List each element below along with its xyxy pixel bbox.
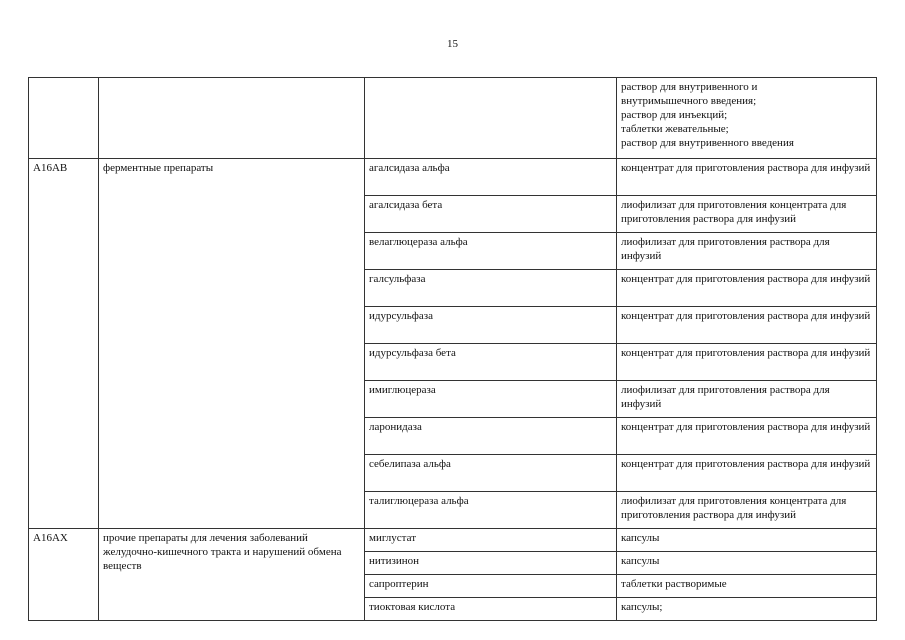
- drug-name-cell: агалсидаза альфа: [365, 159, 617, 196]
- drug-name-cell: [365, 78, 617, 159]
- dosage-form-cell: капсулы: [617, 529, 877, 552]
- drug-name-cell: агалсидаза бета: [365, 196, 617, 233]
- dosage-form-cell: концентрат для приготовления раствора для инфузий: [617, 344, 877, 381]
- dosage-form-cell: лиофилизат для приготовления концентрата для приготовления раствора для инфузий: [617, 492, 877, 529]
- dosage-form-line: внутримышечного введения;: [621, 95, 757, 107]
- dosage-form-cell: лиофилизат для приготовления раствора для инфузий: [617, 381, 877, 418]
- table-row: [29, 529, 877, 552]
- page-number: 15: [447, 38, 458, 50]
- dosage-form-cell: лиофилизат для приготовления концентрата для приготовления раствора для инфузий: [617, 196, 877, 233]
- atc-code-cell: A16AX: [29, 529, 99, 621]
- atc-code-cell: A16AB: [29, 159, 99, 529]
- dosage-form-cell: таблетки растворимые: [617, 575, 877, 598]
- dosage-form-cell: концентрат для приготовления раствора для инфузий: [617, 270, 877, 307]
- drug-name-cell: тиоктовая кислота: [365, 598, 617, 621]
- dosage-form-line: раствор для инъекций;: [621, 109, 728, 121]
- dosage-form-line: раствор для внутривенного и: [621, 81, 758, 93]
- table-row: [29, 159, 877, 196]
- drug-table: [28, 77, 877, 621]
- group-name-cell: [99, 78, 365, 159]
- dosage-form-cell: концентрат для приготовления раствора для инфузий: [617, 307, 877, 344]
- group-name-cell: прочие препараты для лечения заболеваний желудочно-кишечного тракта и нарушений обмена веществ: [99, 529, 365, 621]
- drug-name-cell: сапроптерин: [365, 575, 617, 598]
- drug-name-cell: велаглюцераза альфа: [365, 233, 617, 270]
- dosage-form-line: таблетки жевательные;: [621, 123, 729, 135]
- dosage-form-line: раствор для внутривенного введения: [621, 137, 794, 149]
- dosage-form-cell: лиофилизат для приготовления раствора для инфузий: [617, 233, 877, 270]
- dosage-form-cell: концентрат для приготовления раствора для инфузий: [617, 159, 877, 196]
- dosage-form-cell: концентрат для приготовления раствора для инфузий: [617, 455, 877, 492]
- table-row: [29, 78, 877, 159]
- drug-name-cell: идурсульфаза: [365, 307, 617, 344]
- drug-name-cell: миглустат: [365, 529, 617, 552]
- drug-name-cell: себелипаза альфа: [365, 455, 617, 492]
- dosage-form-cell: капсулы;: [617, 598, 877, 621]
- drug-name-cell: имиглюцераза: [365, 381, 617, 418]
- drug-name-cell: галсульфаза: [365, 270, 617, 307]
- dosage-form-cell: капсулы: [617, 552, 877, 575]
- dosage-form-cell: концентрат для приготовления раствора для инфузий: [617, 418, 877, 455]
- drug-name-cell: нитизинон: [365, 552, 617, 575]
- dosage-form-cell: [617, 78, 877, 159]
- drug-name-cell: ларонидаза: [365, 418, 617, 455]
- drug-name-cell: талиглюцераза альфа: [365, 492, 617, 529]
- code-cell: [29, 78, 99, 159]
- drug-name-cell: идурсульфаза бета: [365, 344, 617, 381]
- group-name-cell: ферментные препараты: [99, 159, 365, 529]
